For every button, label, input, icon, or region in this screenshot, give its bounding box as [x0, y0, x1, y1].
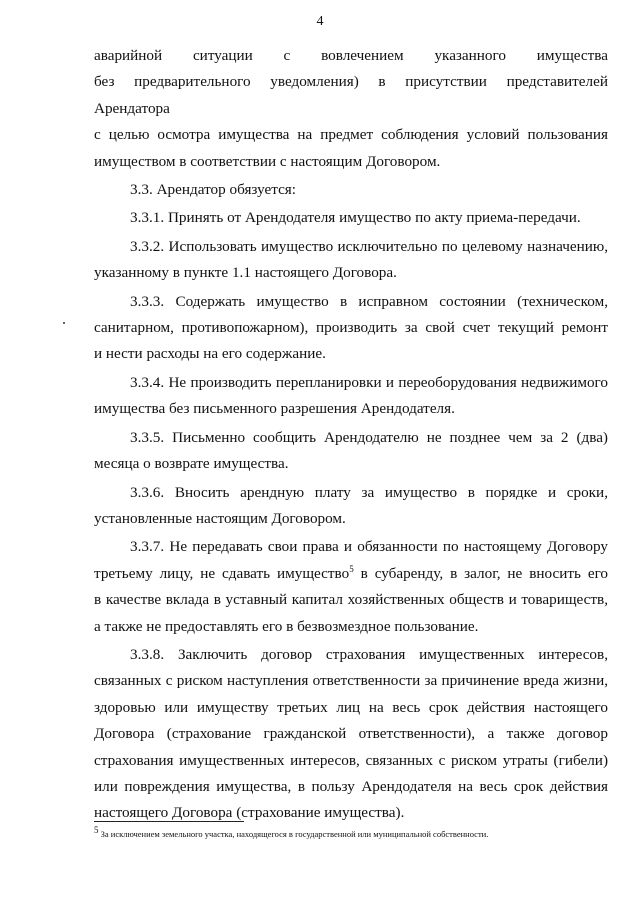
- footnote-mark: 5: [94, 825, 99, 836]
- text-line: без предварительного уведомления) в присутствии представителей Арендатора: [94, 73, 608, 117]
- text-line: 3.3.2. Использовать имущество исключительно по целевому назначению,: [130, 237, 608, 255]
- text-line: Договора (страхование гражданской ответственности), а также договор: [94, 725, 608, 743]
- text-line: настоящего Договора (страхование имущества).: [94, 804, 405, 822]
- text-line: 3.3.6. Вносить арендную плату за имущество в порядке и сроки,: [130, 483, 608, 501]
- text-line: связанных с риском наступления ответственности за причинение вреда жизни,: [94, 672, 608, 690]
- page-number: 4: [316, 14, 324, 29]
- clause-3-3-3: [94, 289, 608, 368]
- footnote-divider: [94, 821, 244, 822]
- text-line: и нести расходы на его содержание.: [94, 345, 326, 363]
- document-body: [94, 43, 608, 827]
- scan-speck: [63, 322, 65, 324]
- text-line: 3.3.5. Письменно сообщить Арендодателю не позднее чем за 2 (два): [130, 428, 608, 446]
- clause-3-3-4: [94, 370, 608, 423]
- text-fragment: третьему лицу, не сдавать имущество: [94, 564, 350, 582]
- text-line: аварийной ситуации с вовлечением указанного имущества: [94, 47, 608, 64]
- text-line: 3.3.8. Заключить договор страхования имущественных интересов,: [130, 645, 608, 663]
- footnote-reference[interactable]: 5: [349, 563, 354, 574]
- text-line: страхования имущественных интересов, связанных с риском утраты (гибели): [94, 751, 608, 769]
- clause-3-3-6: [94, 480, 608, 533]
- text-line: месяца о возврате имущества.: [94, 455, 289, 473]
- text-line-with-footnote: [94, 561, 608, 587]
- paragraph-continuation: [94, 43, 608, 175]
- text-line: здоровью или имуществу третьих лиц на весь срок действия настоящего: [94, 698, 608, 716]
- text-line: 3.3.7. Не передавать свои права и обязанности по настоящему Договору: [130, 538, 608, 556]
- clause-3-3-5: [94, 425, 608, 478]
- text-fragment: в субаренду, в залог, не вносить его: [353, 564, 609, 582]
- text-line: 3.3.4. Не производить перепланировки и переоборудования недвижимого: [130, 373, 608, 391]
- text-line: или повреждения имущества, в пользу Арендодателя на весь срок действия: [94, 777, 608, 795]
- footnote-text: За исключением земельного участка, находящегося в государственной или муниципальной собственности.: [98, 829, 489, 839]
- footnote: [94, 825, 614, 840]
- text-line: в качестве вклада в уставный капитал хозяйственных обществ и товариществ,: [94, 591, 608, 609]
- clause-3-3: 3.3. Арендатор обязуется:: [130, 181, 297, 199]
- text-line: санитарном, противопожарном), производить за свой счет текущий ремонт: [94, 319, 608, 337]
- text-line: 3.3.3. Содержать имущество в исправном состоянии (техническом,: [130, 292, 608, 310]
- clause-3-3-2: [94, 234, 608, 287]
- clause-3-3-7: [94, 534, 608, 640]
- text-line: имущества без письменного разрешения Арендодателя.: [94, 400, 455, 418]
- text-line: имуществом в соответствии с настоящим Договором.: [94, 152, 441, 170]
- clause-3-3-1: 3.3.1. Принять от Арендодателя имущество по акту приема-передачи.: [130, 209, 581, 227]
- text-line: установленные настоящим Договором.: [94, 509, 346, 527]
- text-line: с целью осмотра имущества на предмет соблюдения условий пользования: [94, 126, 608, 144]
- text-line: а также не предоставлять его в безвозмездное пользование.: [94, 617, 479, 635]
- text-line: указанному в пункте 1.1 настоящего Договора.: [94, 264, 397, 282]
- clause-3-3-8: [94, 642, 608, 827]
